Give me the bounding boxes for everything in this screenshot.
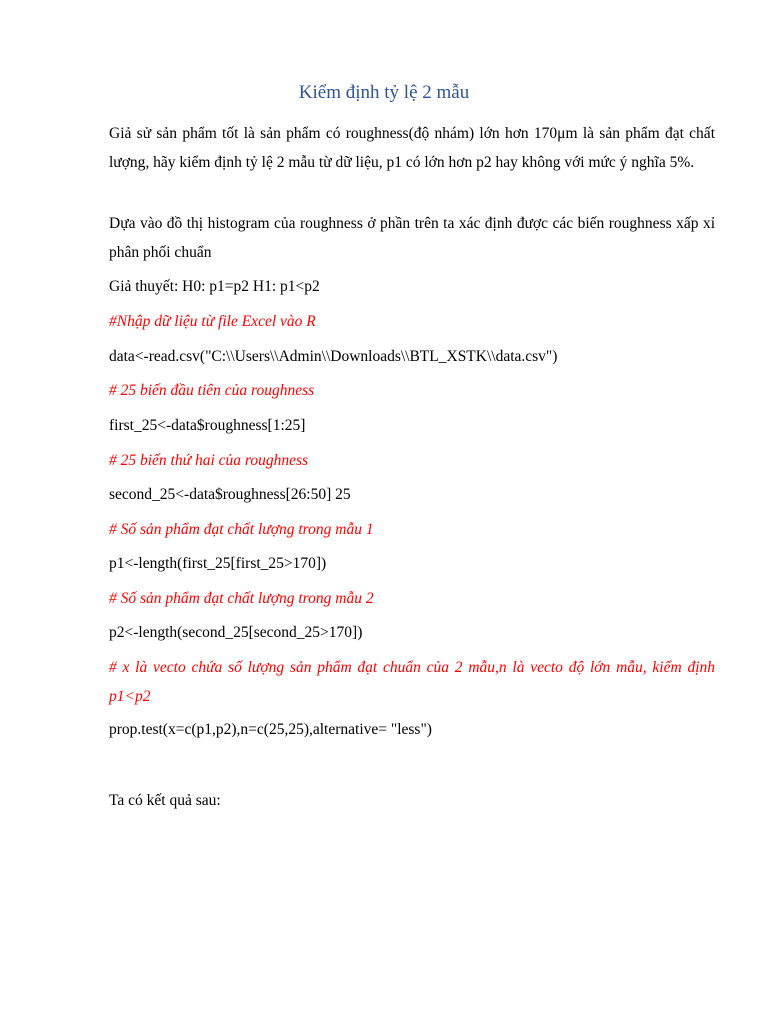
result-label: Ta có kết quả sau: bbox=[109, 792, 221, 809]
hypothesis-line: Giả thuyết: H0: p1=p2 H1: p1<p2 bbox=[109, 278, 320, 295]
document-title: Kiểm định tỷ lệ 2 mẫu bbox=[298, 82, 470, 103]
code-line-prop-test: prop.test(x=c(p1,p2),n=c(25,25),alternative= "less") bbox=[109, 721, 432, 738]
code-line-p2: p2<-length(second_25[second_25>170]) bbox=[109, 624, 363, 641]
code-comment-sample-1: # Số sản phẩm đạt chất lượng trong mẫu 1 bbox=[109, 521, 374, 538]
code-line-first-25: first_25<-data$roughness[1:25] bbox=[109, 417, 306, 434]
code-line-second-25: second_25<-data$roughness[26:50] 25 bbox=[109, 486, 351, 503]
code-comment-second-25: # 25 biến thứ hai của roughness bbox=[109, 452, 309, 469]
code-comment-sample-2: # Số sản phẩm đạt chất lượng trong mẫu 2 bbox=[109, 590, 374, 607]
code-line-p1: p1<-length(first_25[first_25>170]) bbox=[109, 555, 327, 572]
code-comment-prop-test: # x là vecto chứa số lượng sản phẩm đạt chuẩn của 2 mẫu,n là vecto độ lớn mẫu, kiểm định p1<p2 bbox=[109, 659, 715, 705]
code-comment-import: #Nhập dữ liệu từ file Excel vào R bbox=[109, 313, 316, 330]
histogram-note-paragraph: Dựa vào đồ thị histogram của roughness ở phần trên ta xác định được các biến roughness xấp xỉ phân phối chuẩn bbox=[109, 215, 715, 261]
code-line-read-csv: data<-read.csv("C:\\Users\\Admin\\Downloads\\BTL_XSTK\\data.csv") bbox=[109, 348, 558, 365]
intro-paragraph: Giả sử sản phẩm tốt là sản phẩm có roughness(độ nhám) lớn hơn 170μm là sản phẩm đạt chất lượng, hãy kiểm định tỷ lệ 2 mẫu từ dữ liệu, p1 có lớn hơn p2 hay không với mức ý nghĩa 5%. bbox=[109, 125, 715, 171]
code-comment-first-25: # 25 biến đầu tiên của roughness bbox=[109, 382, 315, 399]
